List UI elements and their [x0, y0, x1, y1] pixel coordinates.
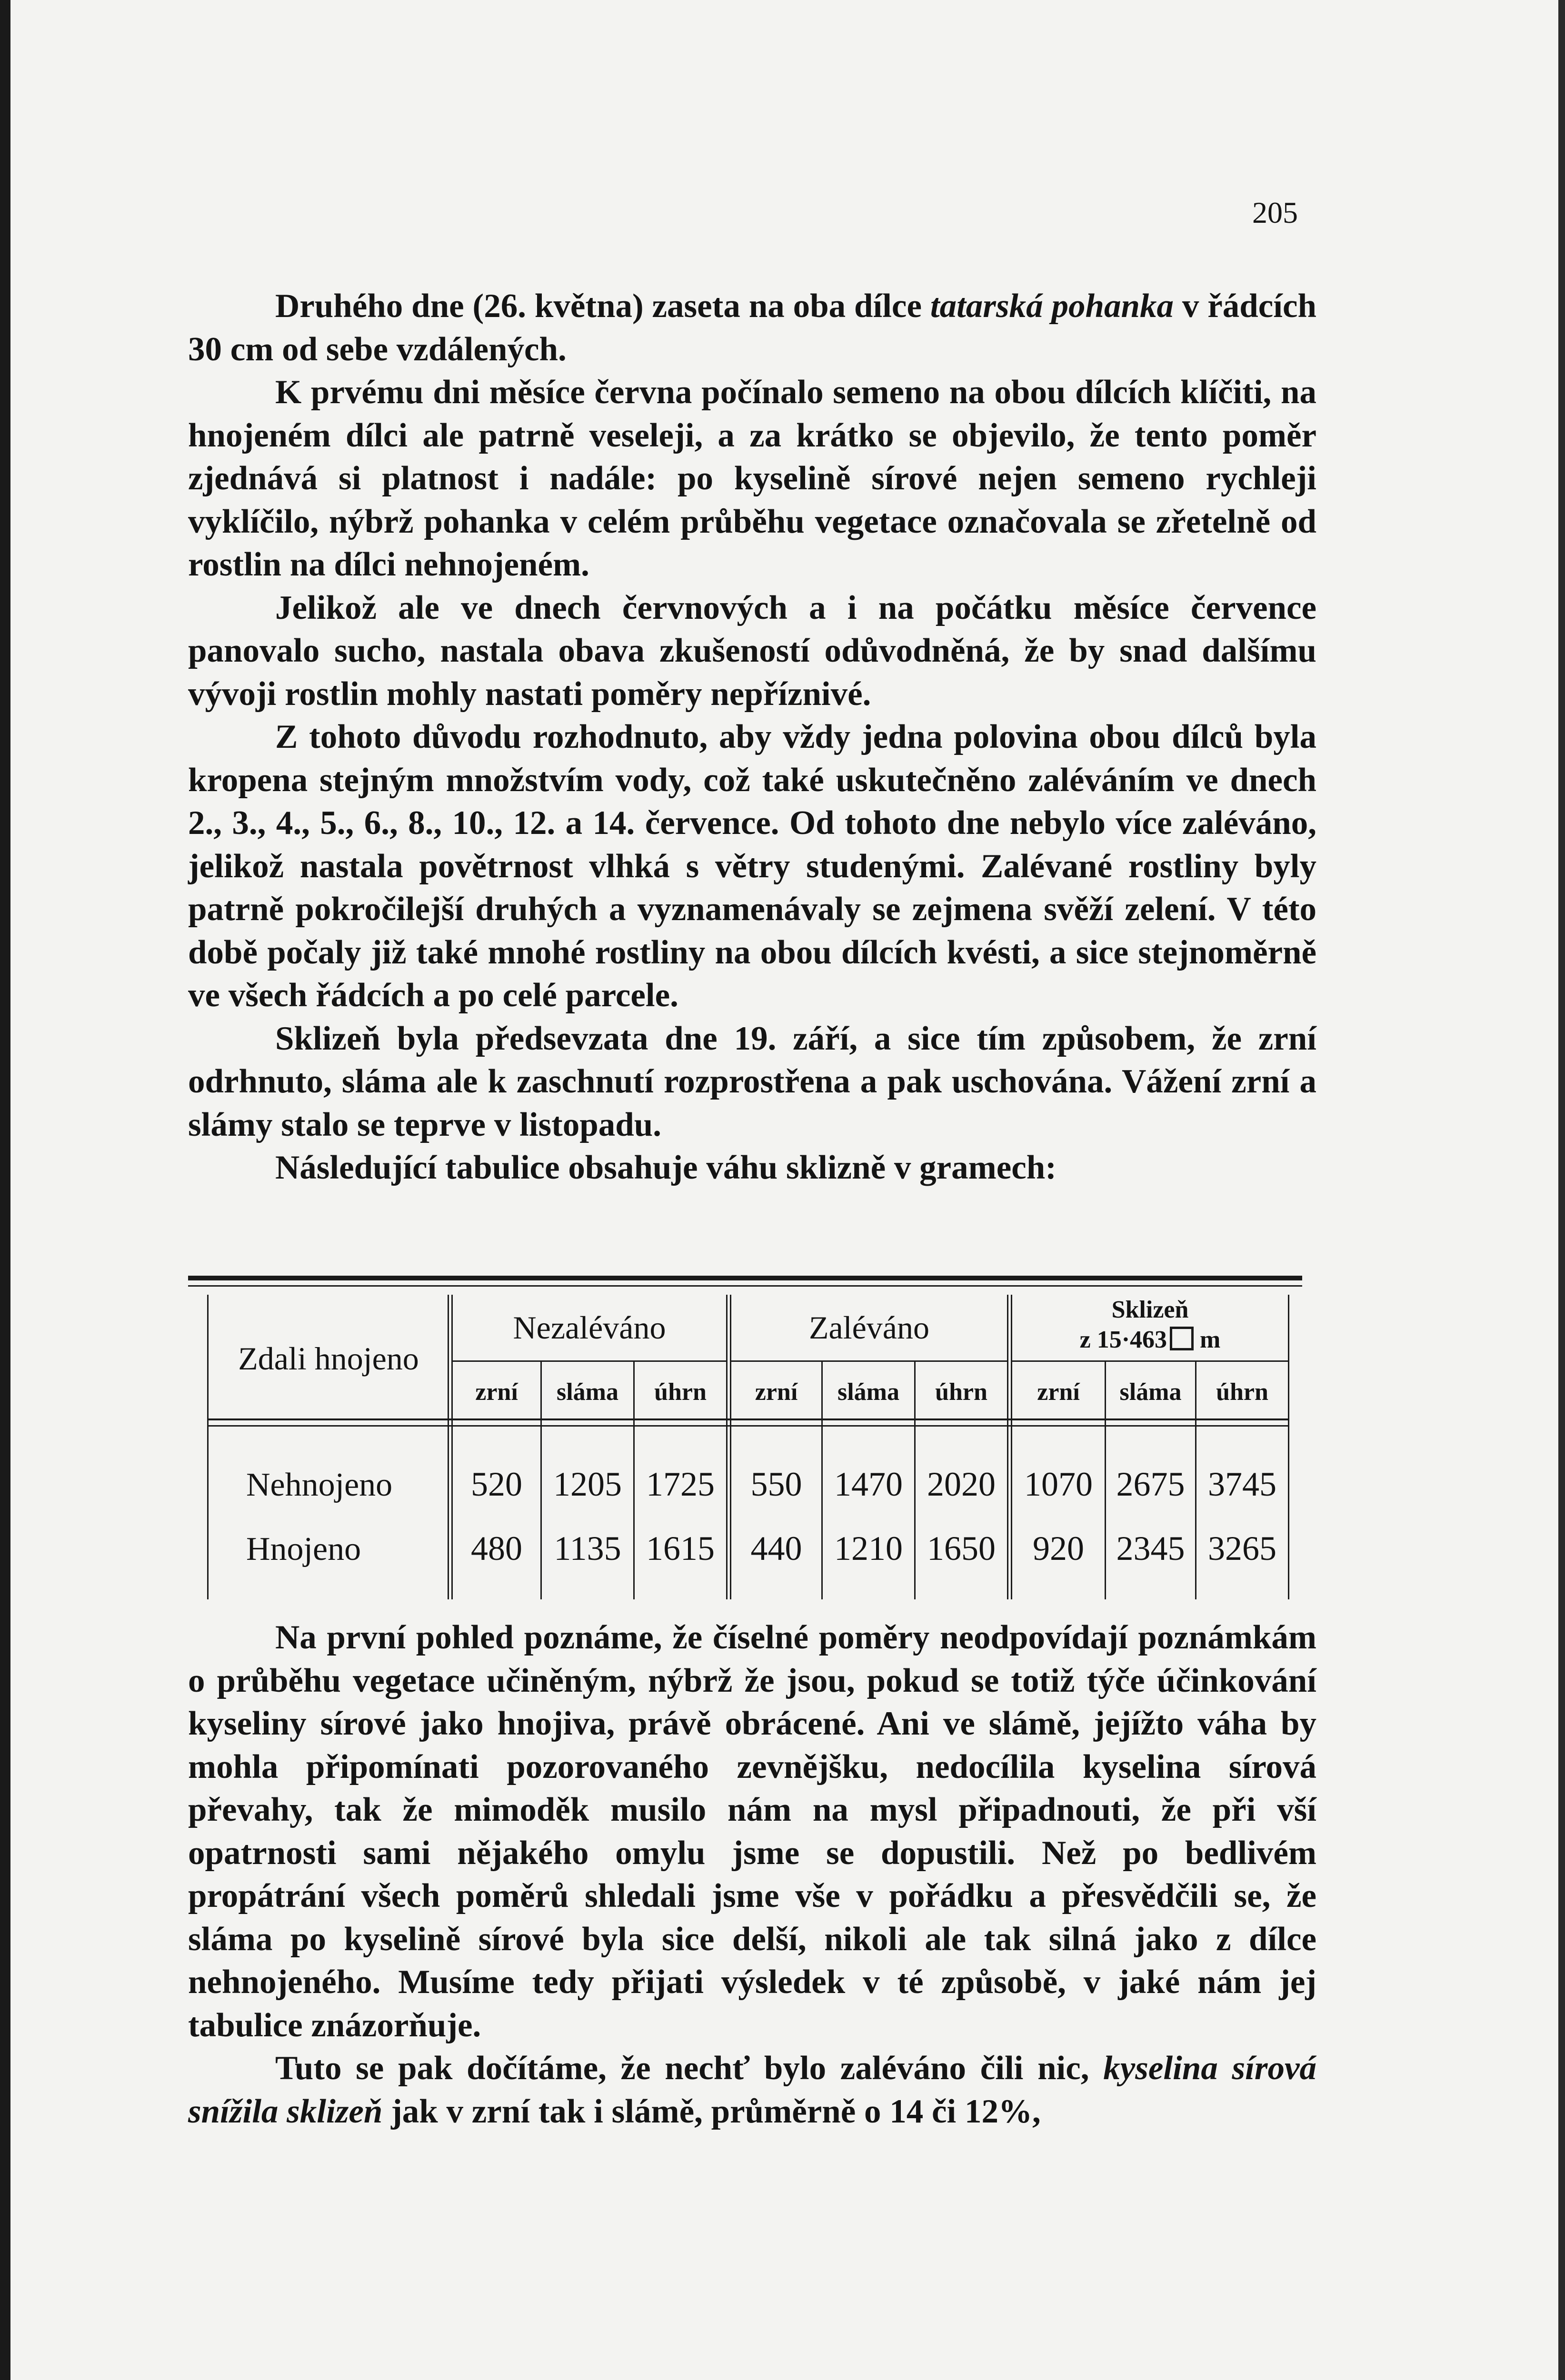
table-cell: 1470: [834, 1465, 903, 1503]
table-rule-top: [188, 1276, 1302, 1280]
page-edge-left: [0, 0, 10, 2380]
paragraph: Sklizeň byla předsevzata dne 19. září, a sice tím způsobem, že zrní odrhnuto, sláma ale k zaschnutí rozprostřena a pak uschována. Vážení zrní a slámy stalo se teprve v listopadu.: [188, 1020, 1316, 1143]
paragraph: Tuto se pak dočítáme, že nechť bylo zaléváno čili nic, kyselina sírová snížila sklizeň jak v zrní tak i slámě, průměrně o 14 či 12%,: [188, 2050, 1316, 2130]
body-text-bottom: [188, 1616, 1316, 2133]
table-vline: [1288, 1295, 1289, 1599]
table-subrule: [731, 1360, 1007, 1362]
table-vline: [1007, 1295, 1012, 1599]
table-cell: 1070: [1024, 1465, 1093, 1503]
subheader: sláma: [1119, 1378, 1182, 1406]
page-number: 205: [1252, 196, 1298, 229]
subheader: úhrn: [1216, 1378, 1268, 1406]
table-cell: 480: [471, 1529, 522, 1567]
table-cell: 2020: [927, 1465, 996, 1503]
table-cell: 520: [471, 1465, 522, 1503]
row-header: Zdali hnojeno: [238, 1340, 419, 1377]
table-cell: 1210: [834, 1529, 903, 1567]
paragraph: Jelikož ale ve dnech červnových a i na počátku měsíce července panovalo sucho, nastala obava zkušeností odůvodněná, že by snad dalšímu vývoji rostlin mohly nastati poměry nepříznivé.: [188, 589, 1316, 713]
harvest-table: [188, 1276, 1302, 1604]
group-header-harvest-area: z 15·463 m: [1079, 1326, 1221, 1353]
table-cell: 2675: [1116, 1465, 1185, 1503]
subheader: úhrn: [935, 1378, 987, 1406]
subheader: zrní: [1037, 1378, 1080, 1406]
subheader: sláma: [837, 1378, 899, 1406]
table-cell: 3745: [1208, 1465, 1276, 1503]
table-cell: 1725: [646, 1465, 715, 1503]
table-vline: [448, 1295, 453, 1599]
italic-term: kyselina sírová snížila sklizeň: [188, 2050, 1316, 2130]
subheader: zrní: [475, 1378, 518, 1406]
subheader: zrní: [755, 1378, 798, 1406]
paragraph: Z tohoto důvodu rozhodnuto, aby vždy jedna polovina obou dílců byla kropena stejným množstvím vody, což také uskutečněno zaléváním ve dnech 2., 3., 4., 5., 6., 8., 10., 12. a 14. července. Od tohoto dne nebylo více zaléváno, jelikož nastala povětrnost vlhká s větry studenými. Zalévané rostliny byly patrně pokročilejší druhých a vyznamenávaly se zejmena svěží zelení. V této době počaly již také mnohé rostliny na obou dílcích kvésti, a sice stejnoměrně ve všech řádcích a po celé parcele.: [188, 718, 1316, 1014]
table-rule-header-thin: [207, 1425, 1288, 1427]
table-cell: 1135: [554, 1529, 621, 1567]
table-cell: 440: [750, 1529, 802, 1567]
table-cell: 1615: [646, 1529, 715, 1567]
table-vline: [207, 1295, 209, 1599]
table-subrule: [453, 1360, 726, 1362]
table-cell: 3265: [1208, 1529, 1276, 1567]
paragraph: Na první pohled poznáme, že číselné poměry neodpovídají poznámkám o průběhu vegetace učiněným, nýbrž že jsou, pokud se totiž týče účinkování kyseliny sírové jako hnojiva, právě obrácené. Ani ve slámě, jejížto váha by mohla připomínati pozorovaného zevnějšku, nedocílila kyselina sírová převahy, tak že mimoděk musilo nám na mysl připadnouti, že při vší opatrnosti sami nějakého omylu jsme se dopustili. Než po bedlivém propátrání všech poměrů shledali jsme vše v pořádku a přesvědčili se, že sláma po kyselině sírové byla sice delší, nikoli ale tak silná jako z dílce nehnojeného. Musíme tedy přijati výsledek v té způsobě, v jaké nám jej tabulice znázorňuje.: [188, 1619, 1316, 2044]
subheader: úhrn: [654, 1378, 707, 1406]
group-header-zalevano: Zaléváno: [809, 1309, 929, 1346]
subheader: sláma: [557, 1378, 618, 1406]
paragraph: K prvému dni měsíce června počínalo semeno na obou dílcích klíčiti, na hnojeném dílci ale patrně veseleji, a za krátko se objevilo, že tento poměr zjednává si platnost i nadále: po kyselině sírové nejen semeno rychleji vyklíčilo, nýbrž pohanka v celém průběhu vegetace označovala se zřetelně od rostlin na dílci nehnojeném.: [188, 374, 1316, 583]
row-label-hnojeno: Hnojeno: [246, 1531, 361, 1567]
table-cell: 550: [750, 1465, 802, 1503]
table-subrule: [1012, 1360, 1288, 1362]
body-text-top: [188, 285, 1316, 1190]
italic-term: tatarská pohanka: [930, 288, 1174, 325]
paragraph: Druhého dne (26. května) zaseta na oba dílce tatarská pohanka v řádcích 30 cm od sebe vzdálených.: [188, 288, 1316, 368]
square-icon: [1170, 1327, 1194, 1350]
row-label-nehnojeno: Nehnojeno: [246, 1467, 393, 1503]
table-cell: 1650: [927, 1529, 996, 1567]
group-header-harvest: Sklizeň: [1111, 1296, 1189, 1323]
table-cell: 1205: [553, 1465, 622, 1503]
table-cell: 2345: [1116, 1529, 1185, 1567]
table-vline: [726, 1295, 731, 1599]
page-edge-right: [1558, 0, 1565, 2380]
table-rule-top-thin: [188, 1285, 1302, 1287]
paragraph: Následující tabulice obsahuje váhu sklizně v gramech:: [275, 1149, 1057, 1186]
table-cell: 920: [1033, 1529, 1084, 1567]
table-rule-header: [207, 1418, 1288, 1420]
group-header-nezalevano: Nezaléváno: [513, 1309, 666, 1346]
